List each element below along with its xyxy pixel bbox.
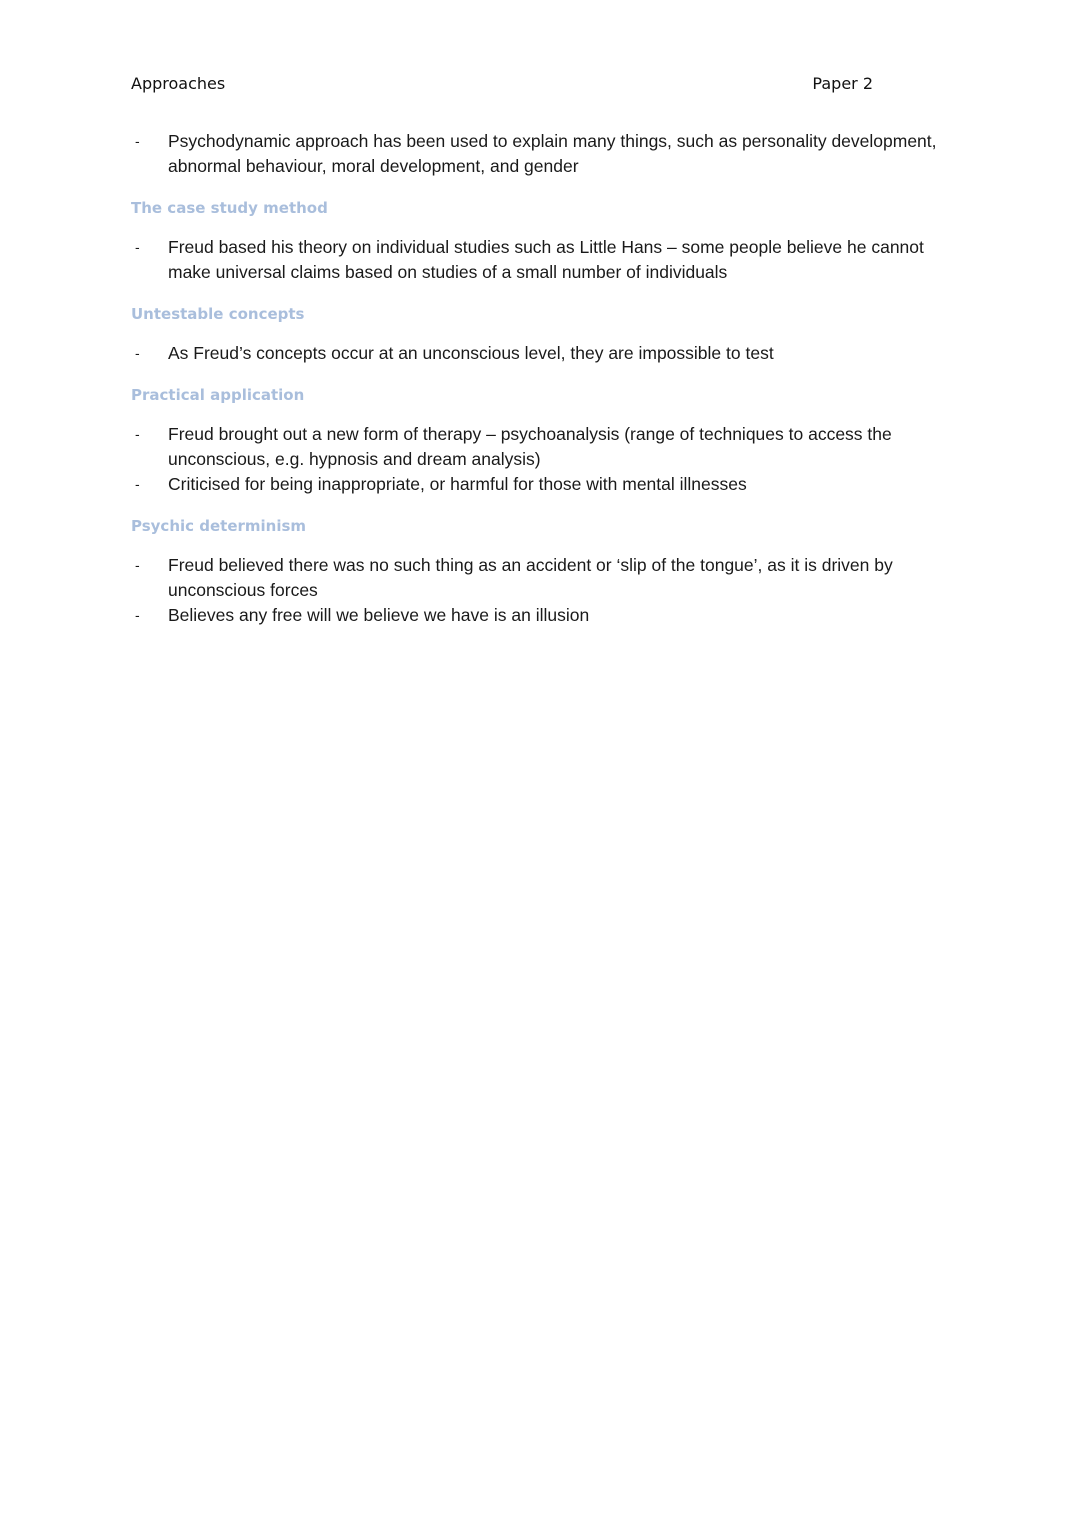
- section-list: [131, 341, 951, 366]
- header-paper-label: Paper 2: [812, 74, 873, 93]
- list-item: [131, 235, 928, 285]
- bullet-marker: -: [135, 476, 140, 492]
- section-case-study: [131, 198, 951, 285]
- section-practical-application: [131, 385, 951, 497]
- section-list: [131, 235, 951, 285]
- section-psychic-determinism: [131, 516, 951, 628]
- bullet-text: Freud believed there was no such thing as an accident or ‘slip of the tongue’, as it is driven by unconscious forces: [168, 555, 893, 600]
- bullet-marker: -: [135, 133, 140, 149]
- bullet-text: Freud brought out a new form of therapy – psychoanalysis (range of techniques to access the unconscious, e.g. hypnosis and dream analysis): [168, 424, 892, 469]
- page-header: [131, 74, 873, 98]
- section-list: [131, 422, 951, 497]
- section-heading: Practical application: [131, 386, 305, 404]
- bullet-marker: -: [135, 607, 140, 623]
- section-untestable: [131, 304, 951, 366]
- section-heading: Untestable concepts: [131, 305, 305, 323]
- bullet-text: As Freud’s concepts occur at an unconscious level, they are impossible to test: [168, 343, 774, 363]
- bullet-marker: -: [135, 239, 140, 255]
- list-item: [131, 341, 928, 366]
- intro-list: [131, 129, 951, 179]
- document-body: [131, 129, 951, 628]
- bullet-text: Freud based his theory on individual studies such as Little Hans – some people believe he cannot make universal claims based on studies of a small number of individuals: [168, 237, 924, 282]
- list-item: [131, 472, 938, 497]
- list-item: [131, 553, 938, 603]
- section-heading: Psychic determinism: [131, 517, 307, 535]
- bullet-marker: -: [135, 426, 140, 442]
- header-title: Approaches: [131, 74, 226, 93]
- section-list: [131, 553, 951, 628]
- list-item: [131, 603, 938, 628]
- list-item: [131, 422, 938, 472]
- list-item: [131, 129, 958, 179]
- section-heading: The case study method: [131, 199, 328, 217]
- bullet-text: Believes any free will we believe we have is an illusion: [168, 605, 590, 625]
- bullet-text: Psychodynamic approach has been used to explain many things, such as personality development, abnormal behaviour, moral development, and gender: [168, 131, 937, 176]
- bullet-marker: -: [135, 345, 140, 361]
- bullet-marker: -: [135, 557, 140, 573]
- bullet-text: Criticised for being inappropriate, or harmful for those with mental illnesses: [168, 474, 747, 494]
